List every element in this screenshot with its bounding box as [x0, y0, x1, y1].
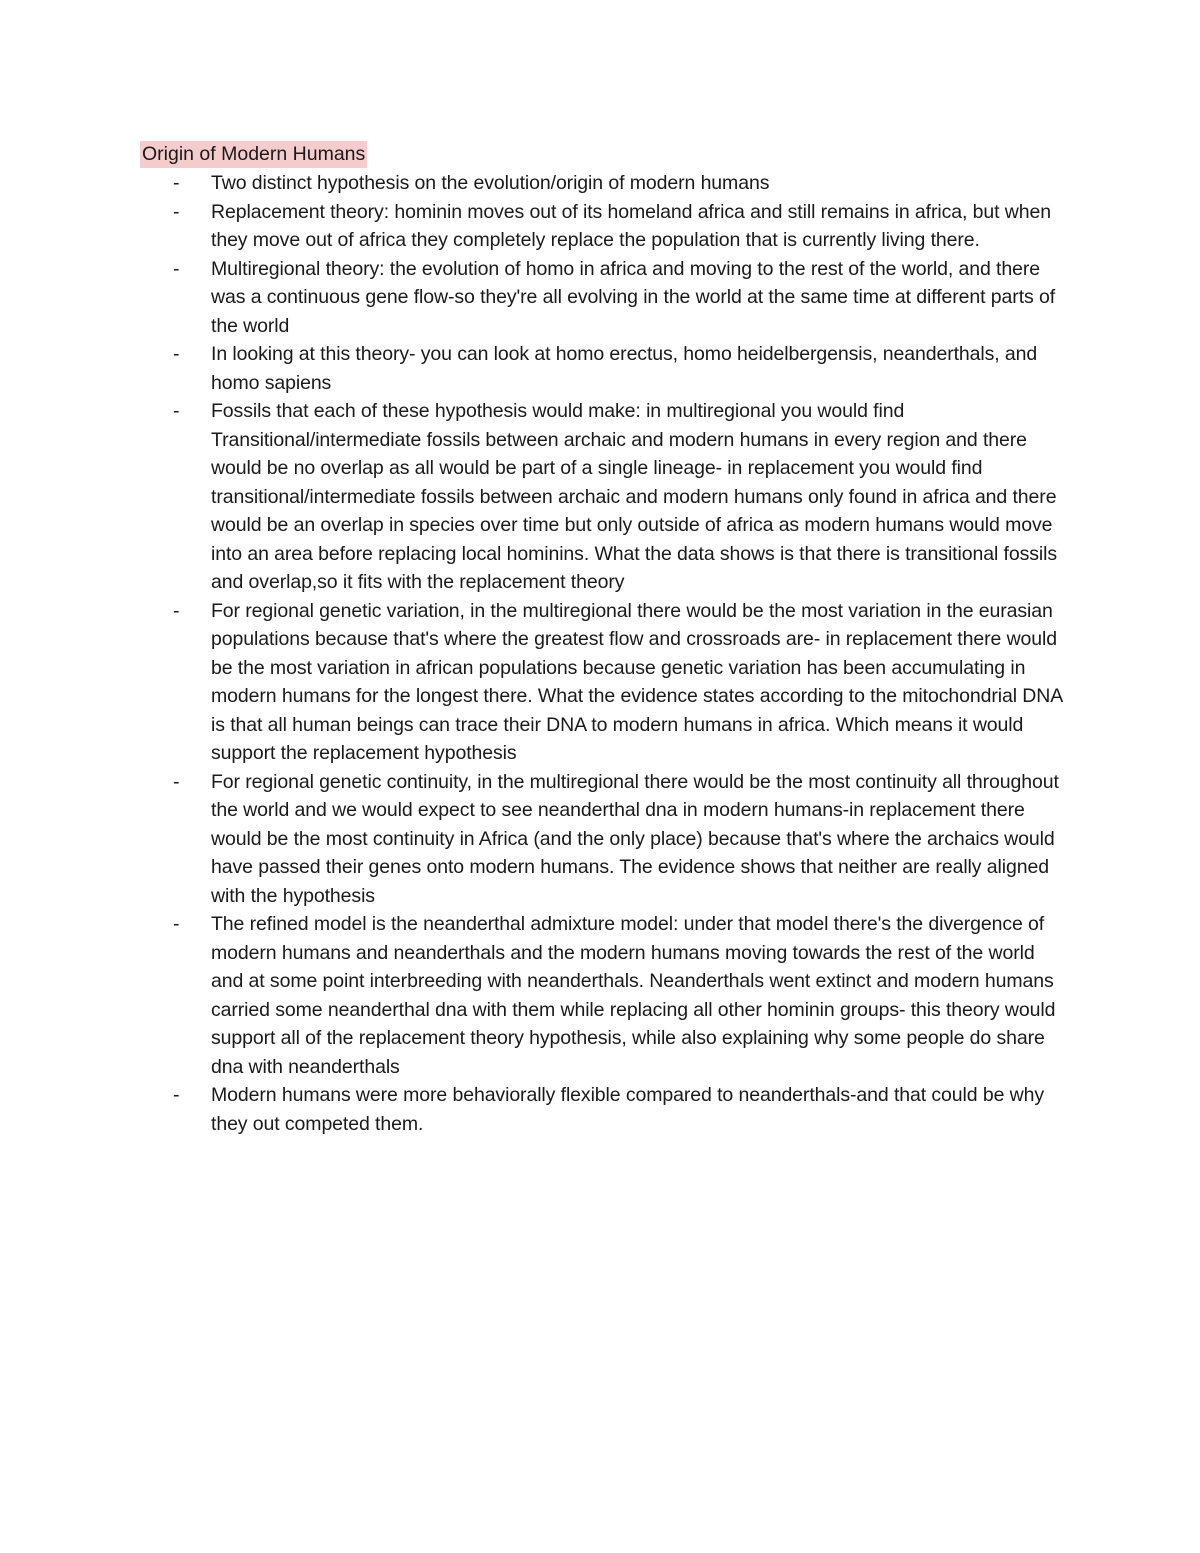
dash-bullet-marker: - [173, 343, 180, 365]
bullet-item [140, 169, 1070, 198]
bullet-item [140, 198, 1070, 255]
dash-bullet-marker: - [173, 770, 180, 793]
bullet-text: In looking at this theory- you can look at homo erectus, homo heidelbergensis, neanderthals, and homo sapiens [211, 343, 1038, 394]
bullet-text: For regional genetic continuity, in the multiregional there would be the most continuity all throughout the world and we would expect to see neanderthal dna in modern humans-in replacement there would be the most continuity in Africa (and the only place) because that's where the archaics would have passed their genes onto modern humans. The evidence shows that neither are really aligned with the hypothesis [211, 770, 1059, 907]
bullet-text: For regional genetic variation, in the multiregional there would be the most variation in the eurasian populations because that's where the greatest flow and crossroads are- in replacement there would be the most variation in african populations because genetic variation has been accumulating in modern humans for the longest there. What the evidence states according to the mitochondrial DNA is that all human beings can trace their DNA to modern humans in africa. Which means it would support the replacement hypothesis [211, 599, 1063, 764]
bullet-item [140, 597, 1070, 768]
bullet-text: Two distinct hypothesis on the evolution/origin of modern humans [211, 172, 770, 194]
document-title: Origin of Modern Humans [140, 141, 367, 168]
bullet-text: Modern humans were more behaviorally flexible compared to neanderthals-and that could be why they out competed them. [211, 1084, 1045, 1135]
dash-bullet-marker: - [173, 599, 180, 622]
bullet-item [140, 768, 1070, 911]
bullet-text: Replacement theory: hominin moves out of its homeland africa and still remains in africa, but when they move out of africa they completely replace the population that is currently living there. [211, 200, 1051, 251]
bullet-item [140, 1081, 1070, 1138]
dash-bullet-marker: - [173, 257, 180, 280]
bullet-item [140, 397, 1070, 597]
dash-bullet-marker: - [173, 1084, 180, 1106]
dash-bullet-marker: - [173, 172, 180, 194]
dash-bullet-marker: - [173, 200, 180, 223]
bullet-text: Fossils that each of these hypothesis would make: in multiregional you would find Transitional/intermediate fossils between archaic and modern humans in every region and there would be no overlap as all would be part of a single lineage- in replacement you would find transitional/intermediate fossils between archaic and modern humans only found in africa and there would be an overlap in species over time but only outside of africa as modern humans would move into an area before replacing local hominins. What the data shows is that there is transitional fossils and overlap,so it fits with the replacement theory [211, 400, 1057, 593]
dash-bullet-marker: - [173, 400, 180, 422]
bullet-text: The refined model is the neanderthal admixture model: under that model there's the divergence of modern humans and neanderthals and the modern humans moving towards the rest of the world and at some point interbreeding with neanderthals. Neanderthals went extinct and modern humans carried some neanderthal dna with them while replacing all other hominin groups- this theory would support all of the replacement theory hypothesis, while also explaining why some people do share dna with neanderthals [211, 913, 1056, 1078]
bullet-item [140, 340, 1070, 397]
bullet-text: Multiregional theory: the evolution of homo in africa and moving to the rest of the world, and there was a continuous gene flow-so they're all evolving in the world at the same time at different parts of the world [211, 257, 1056, 337]
bullet-list [140, 169, 1070, 1138]
bullet-item [140, 255, 1070, 341]
bullet-item [140, 910, 1070, 1081]
dash-bullet-marker: - [173, 913, 180, 935]
